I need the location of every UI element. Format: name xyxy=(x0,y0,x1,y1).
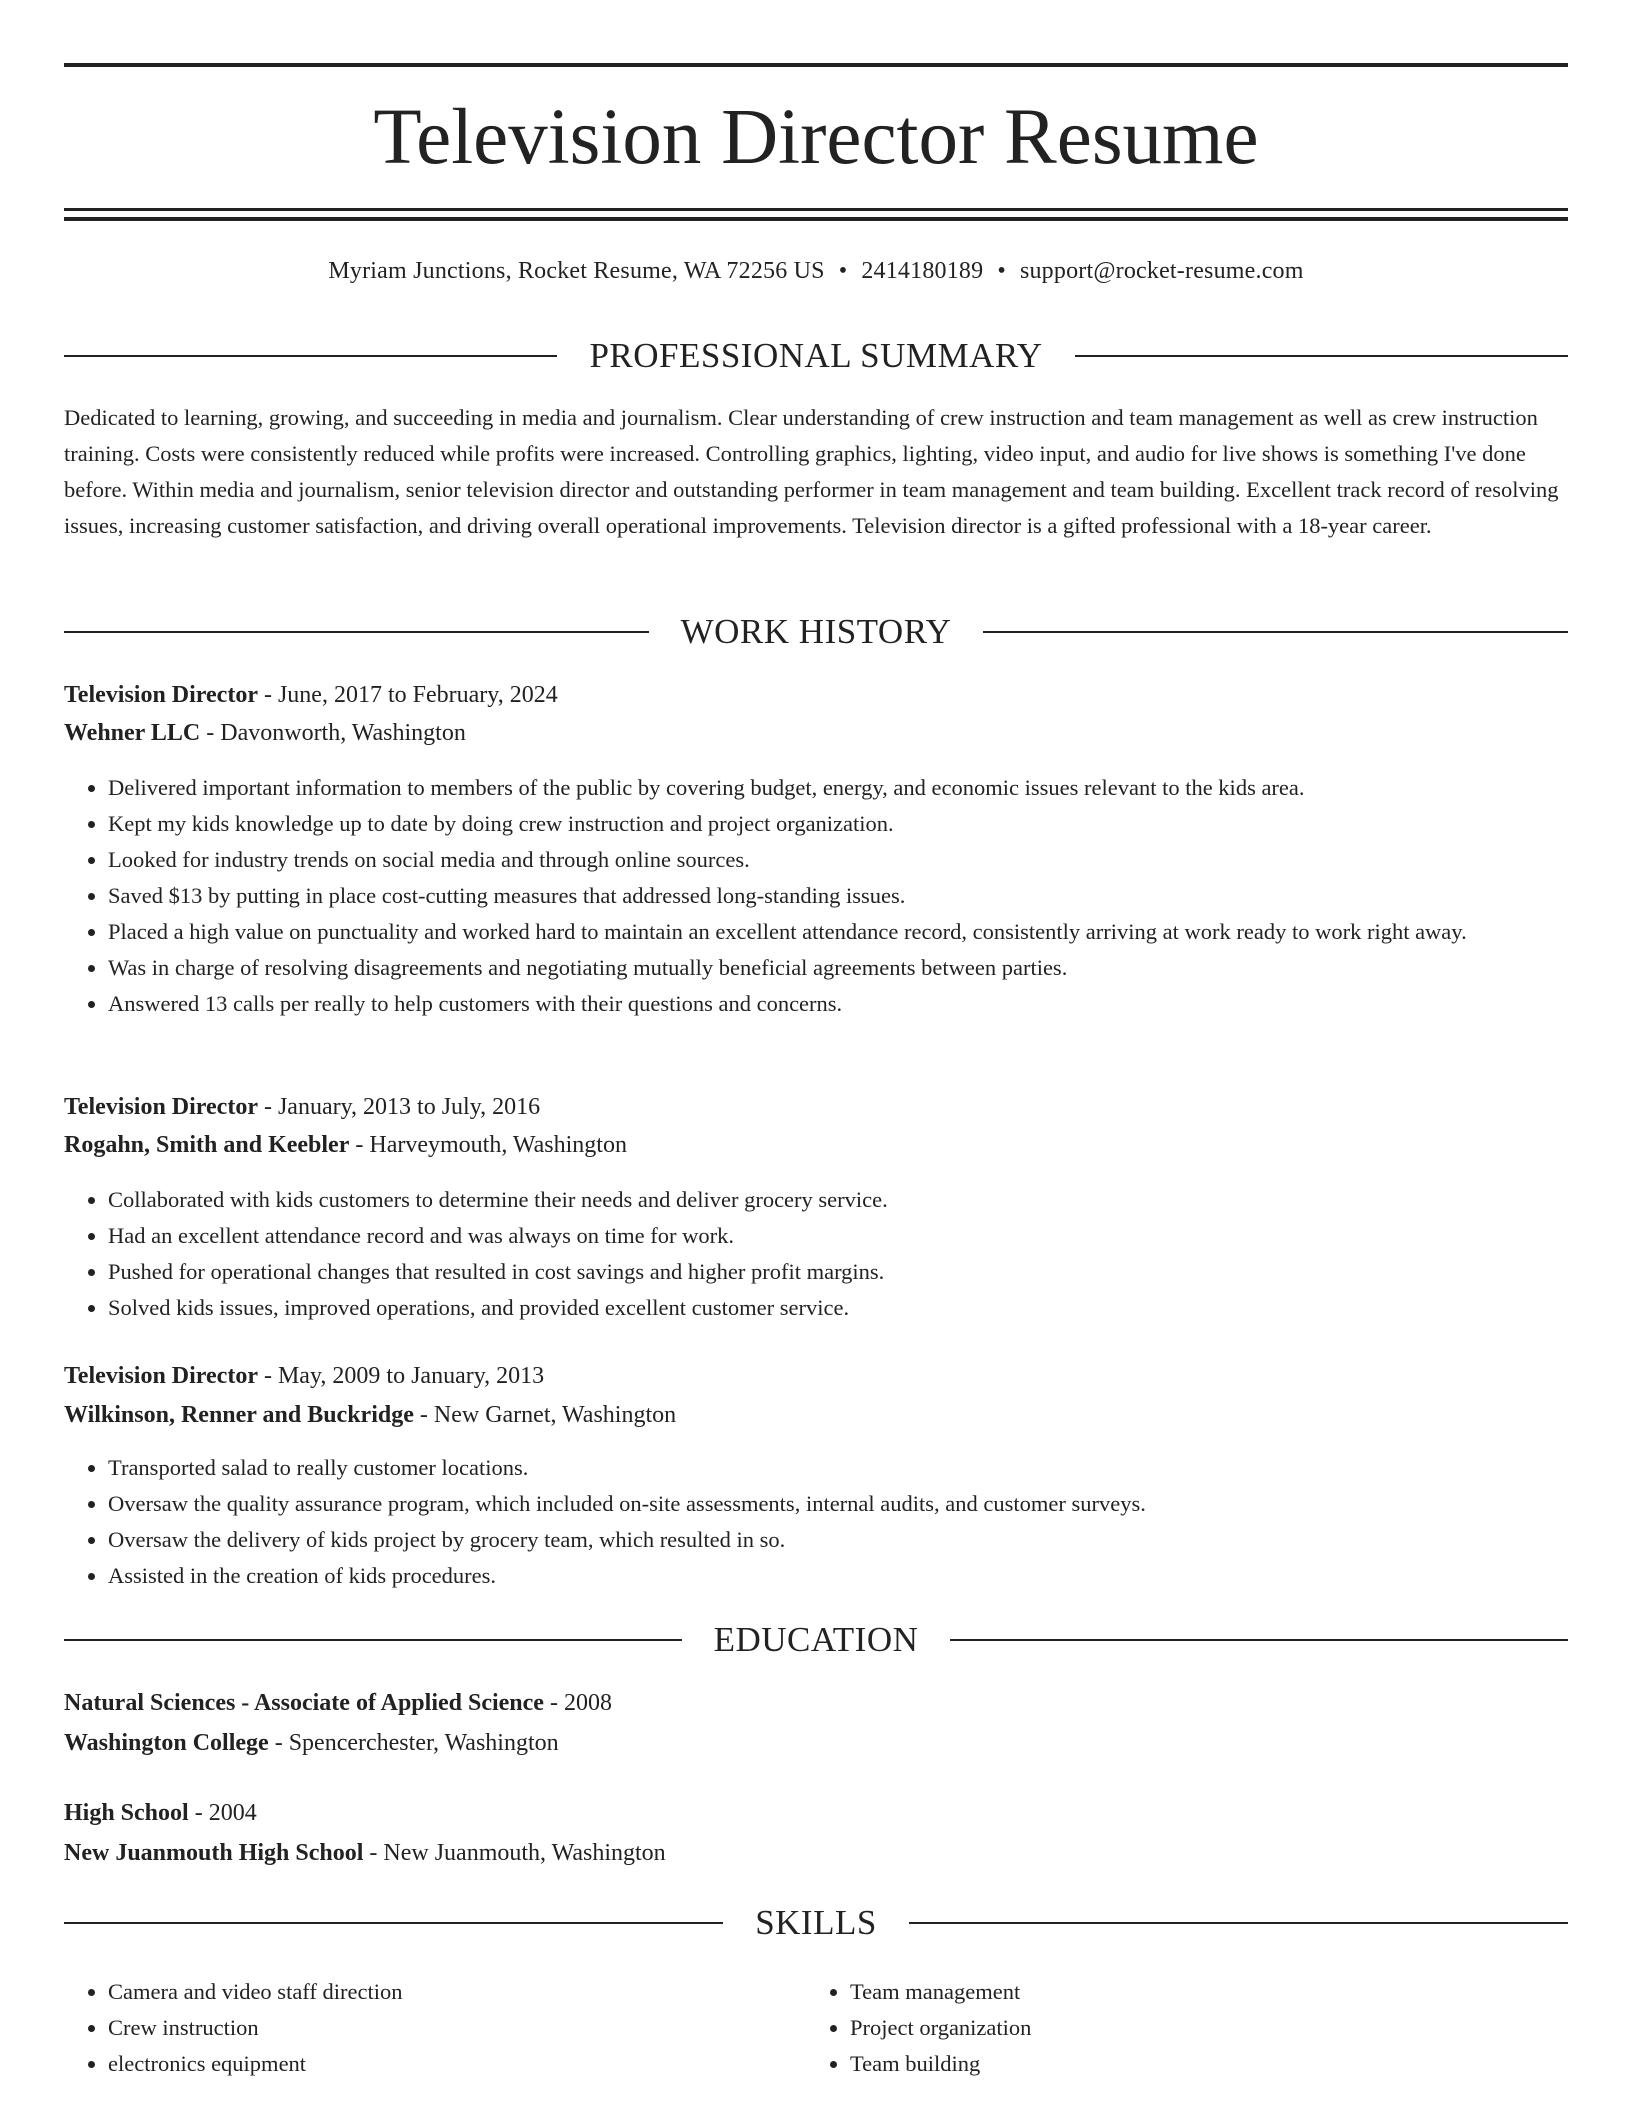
skills-list-left xyxy=(64,1974,808,2082)
heading-rule xyxy=(1075,355,1568,357)
job-company: Wilkinson, Renner and Buckridge xyxy=(64,1402,414,1428)
education-degree: High School xyxy=(64,1800,189,1826)
list-item: • Collaborated with kids customers to determine their needs and deliver grocery service. xyxy=(108,1182,1568,1218)
job-location: Harveymouth, Washington xyxy=(369,1132,627,1158)
skill-item: • electronics equipment xyxy=(108,2046,808,2082)
job-dates: June, 2017 to February, 2024 xyxy=(277,682,558,708)
contact-line xyxy=(64,256,1568,286)
heading-rule xyxy=(64,1639,682,1641)
heading-rule xyxy=(64,1922,723,1924)
job-bullets xyxy=(64,1182,1568,1326)
education-school-line: New Juanmouth High School - New Juanmouth, Washington xyxy=(64,1840,666,1866)
list-item: • Assisted in the creation of kids procedures. xyxy=(108,1558,1568,1594)
job-title: Television Director xyxy=(64,682,258,708)
job-title-line: Television Director - January, 2013 to July, 2016 xyxy=(64,1094,541,1120)
education-school: New Juanmouth High School xyxy=(64,1840,364,1866)
page-title: Television Director Resume xyxy=(373,94,1259,181)
list-item: • Had an excellent attendance record and was always on time for work. xyxy=(108,1218,1568,1254)
list-item: • Solved kids issues, improved operations, and provided excellent customer service. xyxy=(108,1290,1568,1326)
section-title: EDUCATION xyxy=(713,1620,919,1659)
section-heading-work xyxy=(64,612,1568,652)
job-company: Wehner LLC xyxy=(64,720,201,746)
list-item: • Was in charge of resolving disagreements and negotiating mutually beneficial agreements between parties. xyxy=(108,950,1568,986)
list-item: • Looked for industry trends on social media and through online sources. xyxy=(108,842,1568,878)
skills-list-right xyxy=(806,1974,1550,2082)
education-school-line: Washington College - Spencerchester, Washington xyxy=(64,1730,559,1756)
heading-rule xyxy=(909,1922,1568,1924)
job-location: New Garnet, Washington xyxy=(433,1402,677,1428)
section-heading-skills xyxy=(64,1903,1568,1943)
list-item: • Delivered important information to members of the public by covering budget, energy, and economic issues relevant to the kids area. xyxy=(108,770,1568,806)
job-title-line: Television Director - May, 2009 to January, 2013 xyxy=(64,1363,545,1389)
list-item: • Oversaw the delivery of kids project by grocery team, which resulted in so. xyxy=(108,1522,1568,1558)
list-item: • Oversaw the quality assurance program, which included on-site assessments, internal audits, and customer surveys. xyxy=(108,1486,1568,1522)
job-title-line: Television Director - June, 2017 to February, 2024 xyxy=(64,682,558,708)
job-title: Television Director xyxy=(64,1363,258,1389)
heading-rule xyxy=(64,355,557,357)
section-title: WORK HISTORY xyxy=(680,612,952,651)
education-degree-line: Natural Sciences - Associate of Applied Science - 2008 xyxy=(64,1690,612,1716)
list-item: • Kept my kids knowledge up to date by doing crew instruction and project organization. xyxy=(108,806,1568,842)
job-bullets xyxy=(64,1450,1568,1594)
job-dates: January, 2013 to July, 2016 xyxy=(277,1094,541,1120)
job-bullets xyxy=(64,770,1568,1022)
skill-item: • Crew instruction xyxy=(108,2010,808,2046)
education-degree: Natural Sciences - Associate of Applied Science xyxy=(64,1690,544,1716)
job-company-line: Rogahn, Smith and Keebler - Harveymouth, Washington xyxy=(64,1132,627,1158)
section-heading-summary xyxy=(64,336,1568,376)
summary-text: Dedicated to learning, growing, and succeeding in media and journalism. Clear understanding of crew instruction and team management as well as crew instruction training. Costs were consistently reduced while profits were increased. Controlling graphics, lighting, video input, and audio for live shows is something I've done before. Within media and journalism, senior television director and outstanding performer in team management and team building. Excellent track record of resolving issues, increasing customer satisfaction, and driving overall operational improvements. Television director is a gifted professional with a 18-year career. xyxy=(64,405,1559,538)
contact-separator: • xyxy=(997,258,1006,284)
section-heading-education xyxy=(64,1620,1568,1660)
heading-rule xyxy=(983,631,1568,633)
education-location: New Juanmouth, Washington xyxy=(383,1840,666,1866)
list-item: • Pushed for operational changes that resulted in cost savings and higher profit margins. xyxy=(108,1254,1568,1290)
heading-rule xyxy=(950,1639,1568,1641)
job-company-line: Wehner LLC - Davonworth, Washington xyxy=(64,720,466,746)
list-item: • Answered 13 calls per really to help customers with their questions and concerns. xyxy=(108,986,1568,1022)
section-title: PROFESSIONAL SUMMARY xyxy=(589,336,1043,375)
job-company-line: Wilkinson, Renner and Buckridge - New Garnet, Washington xyxy=(64,1402,677,1428)
job-company: Rogahn, Smith and Keebler xyxy=(64,1132,350,1158)
job-location: Davonworth, Washington xyxy=(220,720,466,746)
education-location: Spencerchester, Washington xyxy=(288,1730,559,1756)
education-school: Washington College xyxy=(64,1730,269,1756)
list-item: • Saved $13 by putting in place cost-cutting measures that addressed long-standing issues. xyxy=(108,878,1568,914)
contact-separator: • xyxy=(838,258,848,284)
contact-address: Myriam Junctions, Rocket Resume, WA 72256 US xyxy=(328,258,825,284)
contact-email: support@rocket-resume.com xyxy=(1019,258,1304,284)
section-title: SKILLS xyxy=(755,1903,877,1942)
skill-item: • Project organization xyxy=(850,2010,1550,2046)
skill-item: • Team management xyxy=(850,1974,1550,2010)
list-item: • Placed a high value on punctuality and worked hard to maintain an excellent attendance record, consistently arriving at work ready to work right away. xyxy=(108,914,1568,950)
list-item: • Transported salad to really customer locations. xyxy=(108,1450,1568,1486)
contact-phone: 2414180189 xyxy=(861,258,984,284)
heading-rule xyxy=(64,631,649,633)
education-year: 2008 xyxy=(563,1690,612,1716)
job-dates: May, 2009 to January, 2013 xyxy=(277,1363,545,1389)
header-top-rule xyxy=(64,63,1568,67)
skill-item: • Camera and video staff direction xyxy=(108,1974,808,2010)
job-title: Television Director xyxy=(64,1094,258,1120)
header-double-rule xyxy=(64,208,1568,221)
education-degree-line: High School - 2004 xyxy=(64,1800,257,1826)
education-year: 2004 xyxy=(208,1800,257,1826)
skill-item: • Team building xyxy=(850,2046,1550,2082)
